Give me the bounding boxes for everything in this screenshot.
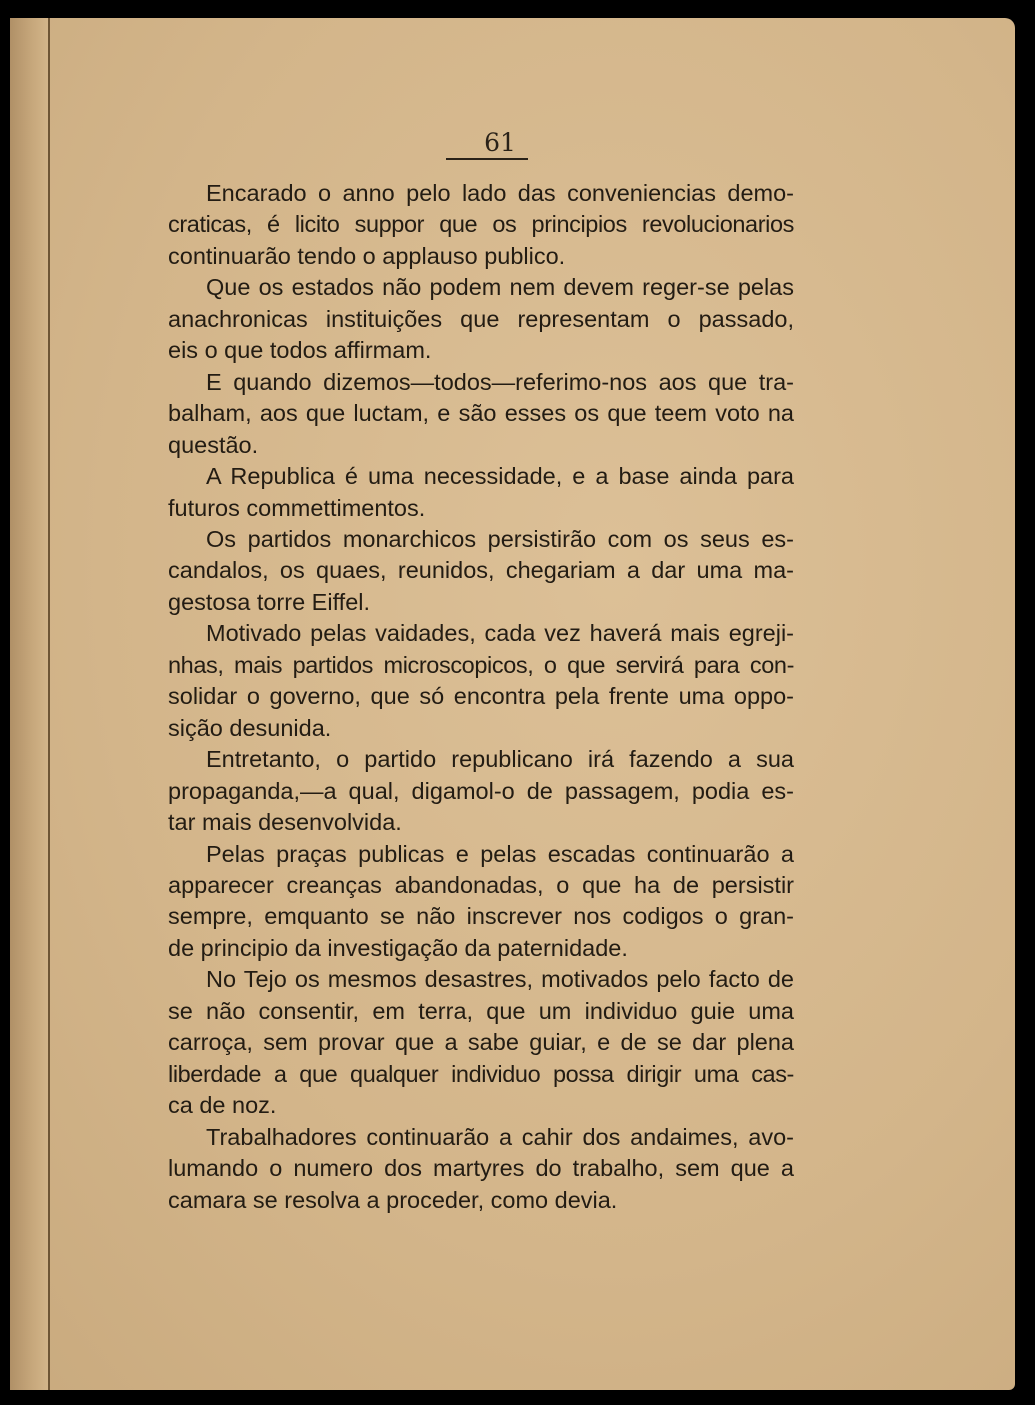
text-line: anachronicas instituições que representam o passado, <box>168 305 794 332</box>
text-line: futuros commettimentos. <box>168 494 426 521</box>
text-line: Pelas praças publicas e pelas escadas continuarão a <box>206 840 794 867</box>
text-line: Entretanto, o partido republicano irá fazendo a sua <box>206 746 794 773</box>
text-line: propaganda,—a qual, digamol-o de passagem, podia es- <box>168 777 794 804</box>
text-line: Que os estados não podem nem devem reger-se pelas <box>206 274 794 301</box>
text-line: No Tejo os mesmos desastres, motivados pelo facto de <box>206 966 794 993</box>
text-line: se não consentir, em terra, que um individuo guie uma <box>168 997 794 1024</box>
text-line: de principio da investigação da paternidade. <box>168 934 628 961</box>
text-line: solidar o governo, que só encontra pela frente uma oppo- <box>168 683 794 710</box>
text-line: camara se resolva a proceder, como devia. <box>168 1186 618 1213</box>
text-line: Encarado o anno pelo lado das conveniencias demo- <box>206 180 794 206</box>
text-line: ca de noz. <box>168 1092 277 1119</box>
text-line: lumando o numero dos martyres do trabalho, sem que a <box>168 1155 794 1182</box>
text-line: eis o que todos affirmam. <box>168 337 432 364</box>
page-number: 61 <box>484 128 516 157</box>
text-line: craticas, é licito suppor que os principios revolucionarios <box>168 211 794 238</box>
text-line: A Republica é uma necessidade, e a base ainda para <box>206 463 794 490</box>
binding-gutter <box>10 18 50 1390</box>
text-line: sempre, emquanto se não inscrever nos codigos o gran- <box>168 903 794 930</box>
text-line: carroça, sem provar que a sabe guiar, e de se dar plena <box>168 1029 794 1056</box>
text-line: tar mais desenvolvida. <box>168 809 402 836</box>
text-line: Os partidos monarchicos persistirão com os seus es- <box>206 525 794 552</box>
text-line: continuarão tendo o applauso publico. <box>168 242 566 269</box>
text-line: E quando dizemos—todos—referimo-nos aos que tra- <box>206 368 794 395</box>
text-line: balham, aos que luctam, e são esses os que teem voto na <box>168 400 794 427</box>
text-line: nhas, mais partidos microscopicos, o que servirá para con- <box>168 651 794 678</box>
text-line: Trabalhadores continuarão a cahir dos andaimes, avo- <box>206 1123 794 1150</box>
text-line: liberdade a que qualquer individuo possa dirigir uma cas- <box>168 1060 794 1087</box>
page-number-rule <box>446 158 528 160</box>
text-line: gestosa torre Eiffel. <box>168 588 371 615</box>
text-line: sição desunida. <box>168 714 332 741</box>
text-line: questão. <box>168 431 259 458</box>
text-line: Motivado pelas vaidades, cada vez haverá mais egreji- <box>206 620 794 647</box>
text-line: apparecer creanças abandonadas, o que ha de persistir <box>168 871 794 898</box>
text-line: candalos, os quaes, reunidos, chegariam a dar uma ma- <box>168 557 794 584</box>
page-body-text <box>168 178 794 1216</box>
